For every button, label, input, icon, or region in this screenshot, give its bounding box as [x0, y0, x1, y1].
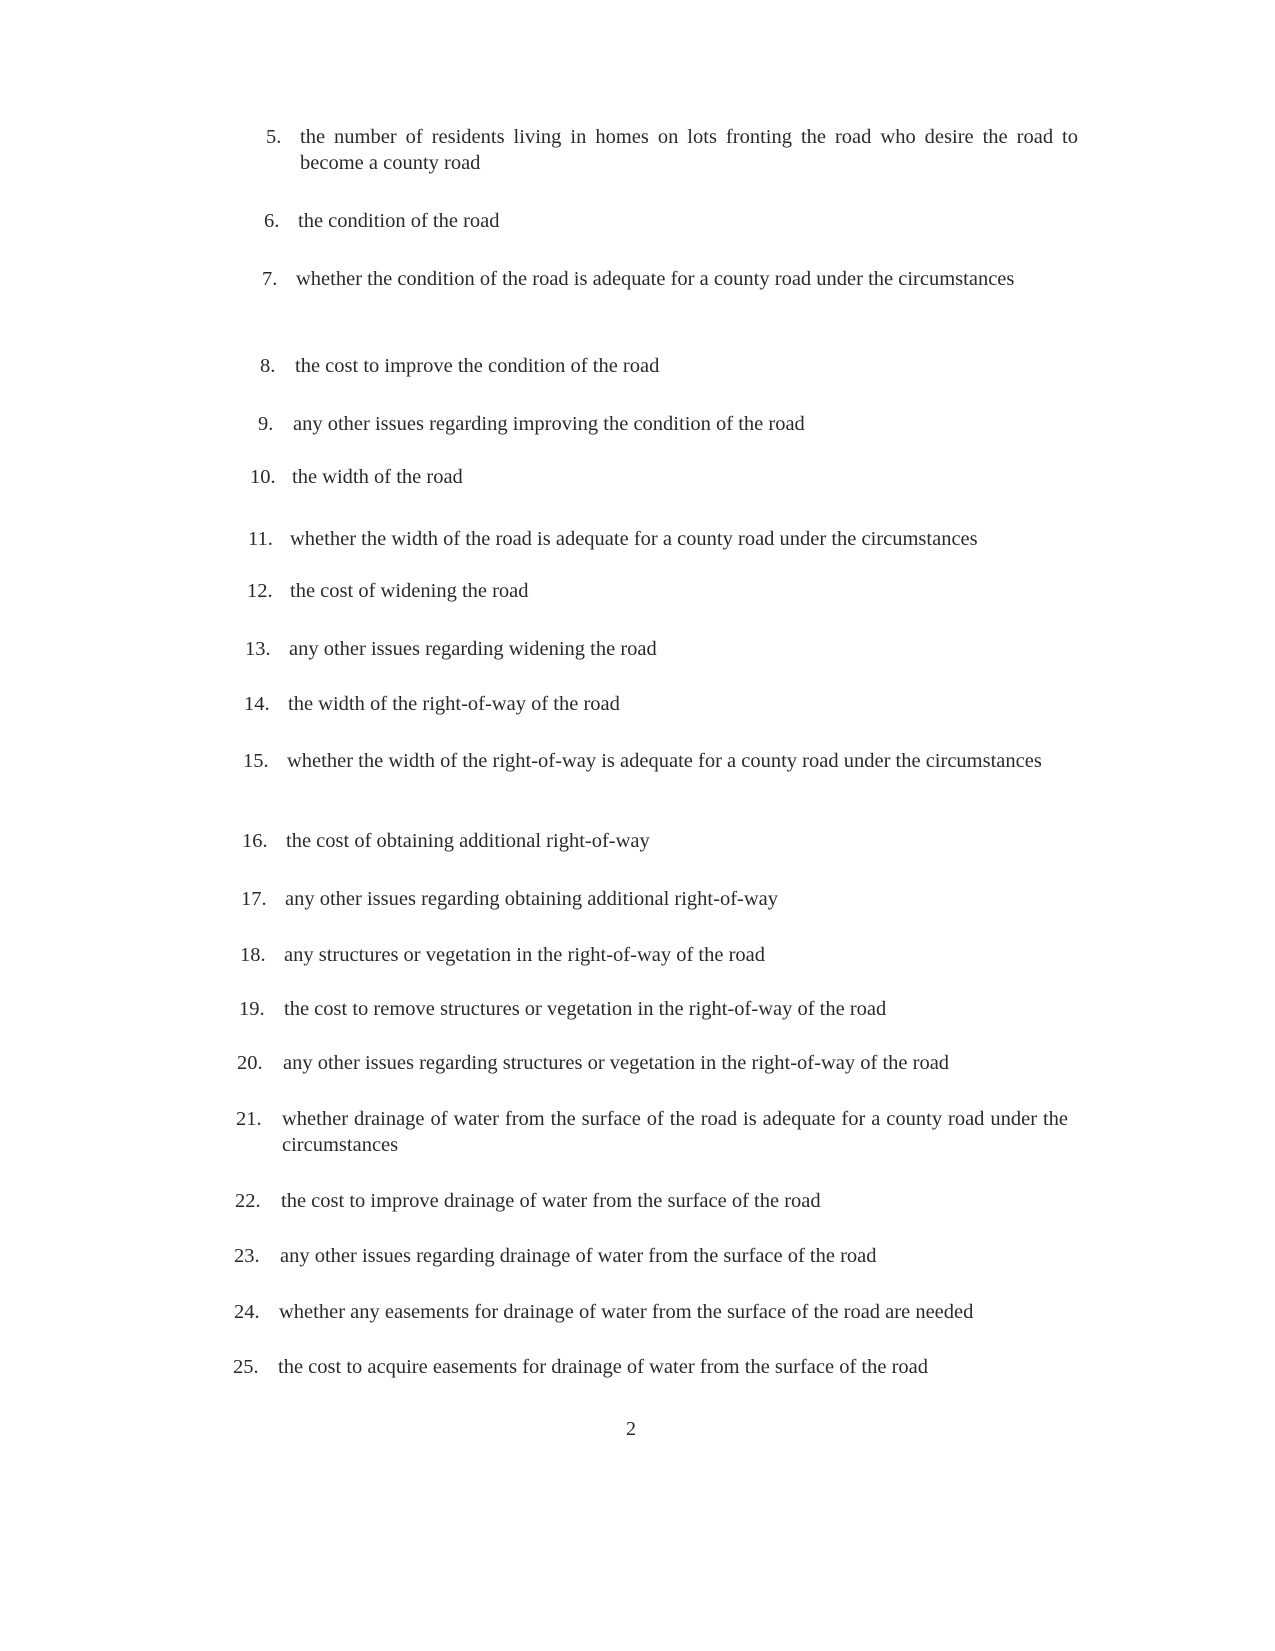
list-item-number: 7.	[262, 268, 278, 290]
list-item-text: whether any easements for drainage of water from the surface of the road are needed	[279, 1301, 974, 1323]
list-item-text: whether the width of the right-of-way is adequate for a county road under the circumstances	[287, 750, 1042, 772]
list-item-text: the width of the right-of-way of the road	[288, 693, 620, 715]
list-item-number: 15.	[243, 750, 269, 772]
list-item-number: 5.	[266, 126, 282, 148]
list-item-text: the cost to acquire easements for drainage of water from the surface of the road	[278, 1356, 929, 1378]
list-item-text: any other issues regarding obtaining additional right-of-way	[285, 888, 779, 910]
list-item-text: any other issues regarding widening the road	[289, 638, 657, 660]
list-item-number: 24.	[234, 1301, 260, 1323]
list-item-text: any structures or vegetation in the right-of-way of the road	[284, 944, 766, 966]
page-number: 2	[626, 1418, 636, 1440]
list-item-text: whether drainage of water from the surface of the road is adequate for a county road under the circumstances	[282, 1108, 1068, 1156]
list-item-text: the width of the road	[292, 466, 463, 488]
list-item-text: whether the width of the road is adequate for a county road under the circumstances	[290, 528, 978, 550]
list-item-number: 20.	[237, 1052, 263, 1074]
list-item-text: any other issues regarding structures or vegetation in the right-of-way of the road	[283, 1052, 950, 1074]
list-item-number: 6.	[264, 210, 280, 232]
list-item-number: 25.	[233, 1356, 259, 1378]
list-item-number: 18.	[240, 944, 266, 966]
list-item-text: the number of residents living in homes on lots fronting the road who desire the road to become a county road	[300, 126, 1078, 174]
list-item-number: 10.	[250, 466, 276, 488]
list-item-text: the cost to remove structures or vegetation in the right-of-way of the road	[284, 998, 887, 1020]
list-item-text: any other issues regarding drainage of water from the surface of the road	[280, 1245, 877, 1267]
list-item-number: 12.	[247, 580, 273, 602]
list-item-number: 23.	[234, 1245, 260, 1267]
list-item-number: 11.	[248, 528, 273, 550]
list-item-number: 16.	[242, 830, 268, 852]
list-item-number: 21.	[236, 1108, 262, 1130]
list-item-number: 13.	[245, 638, 271, 660]
list-item-number: 19.	[239, 998, 265, 1020]
list-item-text: the cost of obtaining additional right-of-way	[286, 830, 650, 852]
list-item-text: whether the condition of the road is adequate for a county road under the circumstances	[296, 268, 1015, 290]
list-item-number: 17.	[241, 888, 267, 910]
list-item-text: any other issues regarding improving the condition of the road	[293, 413, 805, 435]
list-item-number: 22.	[235, 1190, 261, 1212]
list-item-text: the cost of widening the road	[290, 580, 529, 602]
list-item-number: 8.	[260, 355, 276, 377]
list-item-text: the cost to improve the condition of the road	[295, 355, 660, 377]
list-item-number: 14.	[244, 693, 270, 715]
list-item-text: the cost to improve drainage of water from the surface of the road	[281, 1190, 821, 1212]
list-item-number: 9.	[258, 413, 274, 435]
list-item-text: the condition of the road	[298, 210, 500, 232]
